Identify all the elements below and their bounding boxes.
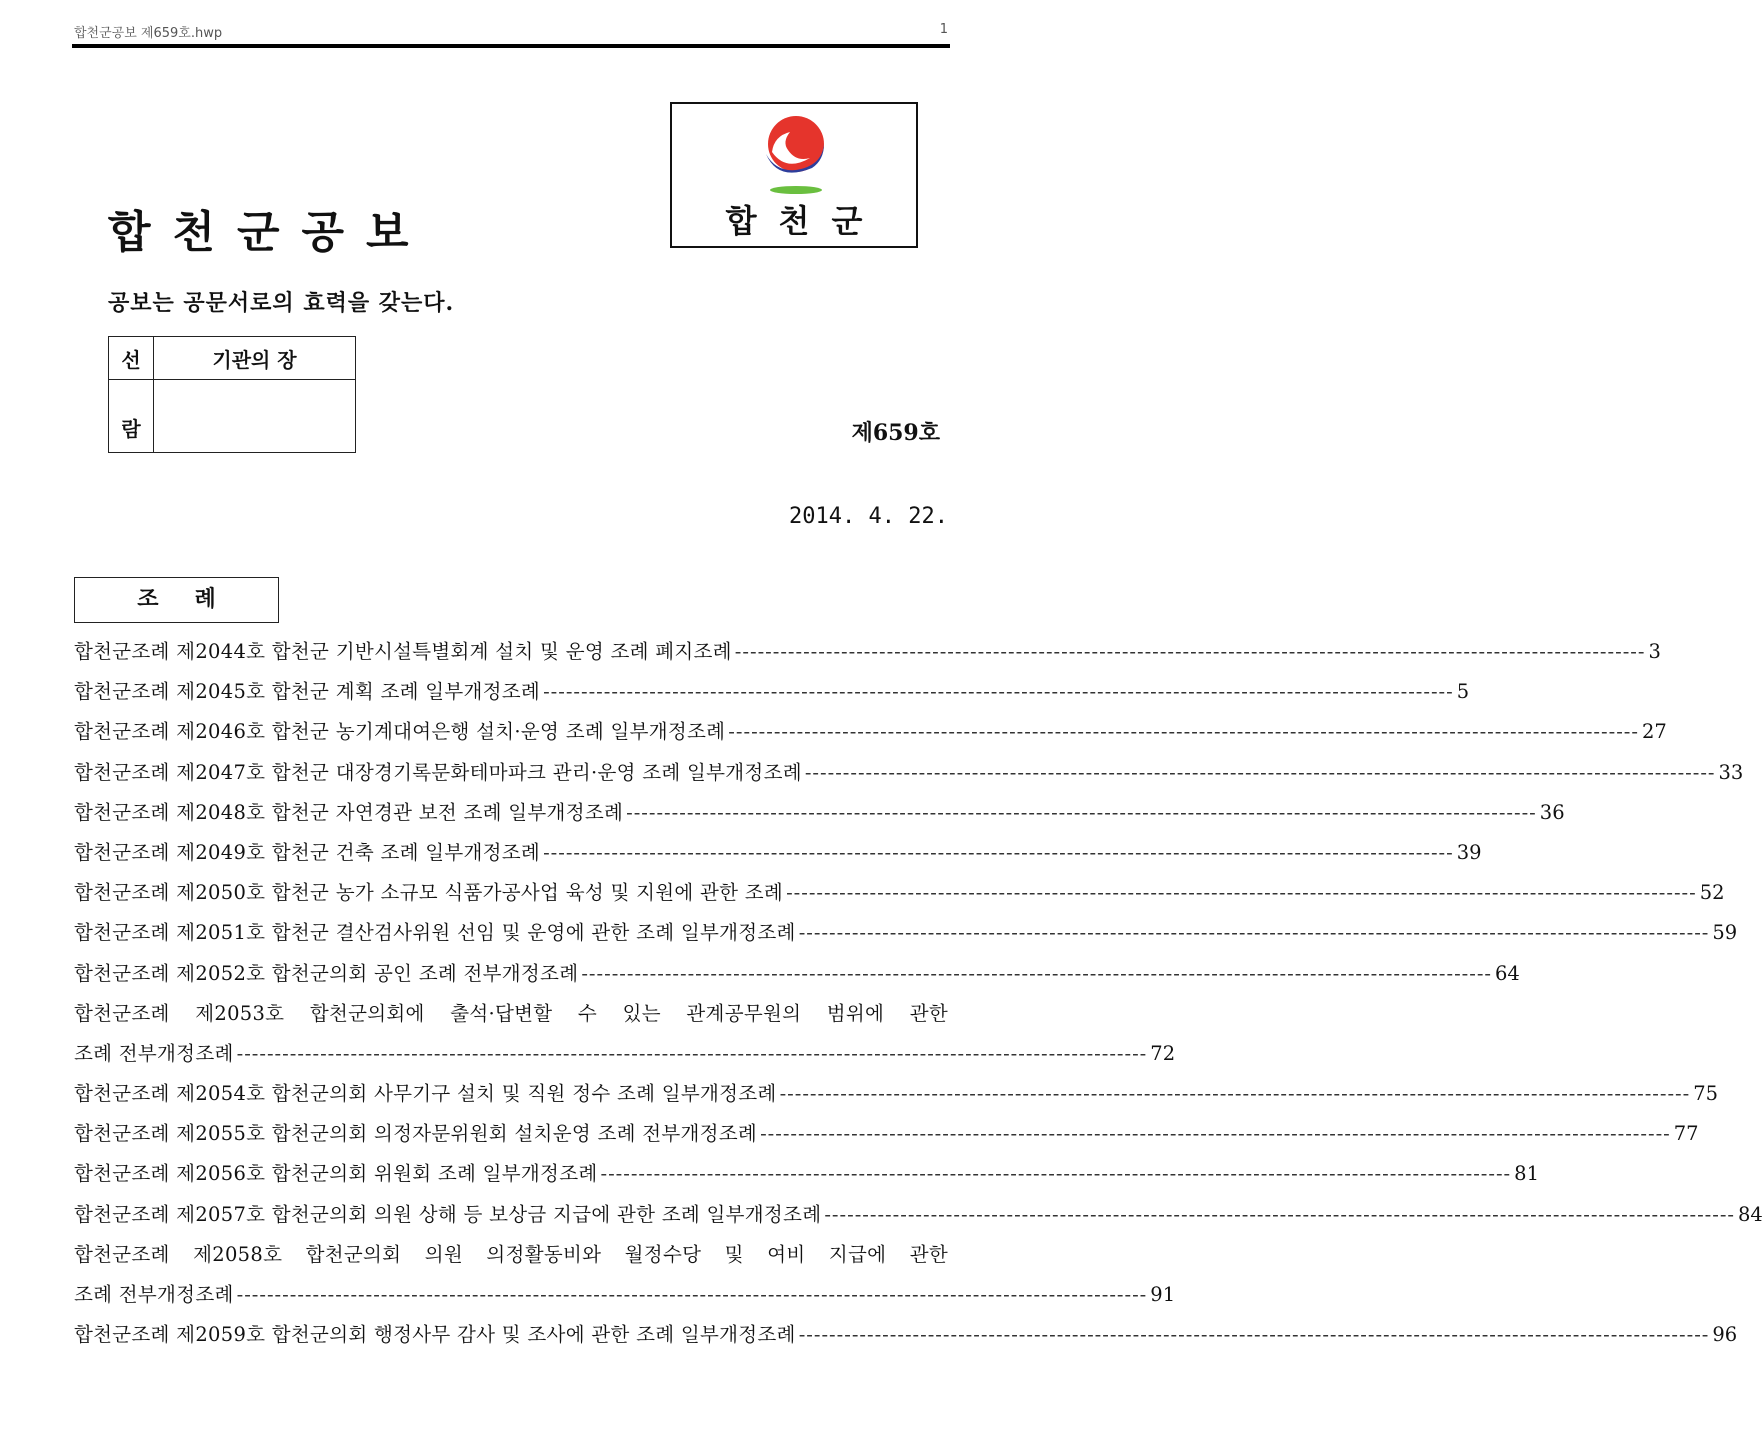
bulletin-subtitle: 공보는 공문서로의 효력을 갖는다.	[108, 290, 455, 316]
toc-entry-page: 96	[1712, 1323, 1738, 1347]
toc-entry	[74, 1279, 1176, 1319]
toc-entry	[74, 1078, 1719, 1118]
toc-leader-dashes: ------------------------------------------------------------------------------------------------------------------------	[786, 881, 1697, 905]
toc-entry	[74, 1118, 1699, 1158]
toc-entry-title: 합천군조례 제2054호 합천군의회 사무기구 설치 및 직원 정수 조례 일부개정조례	[74, 1082, 777, 1106]
toc-leader-dashes: ------------------------------------------------------------------------------------------------------------------------	[543, 680, 1454, 704]
toc-entry	[74, 1158, 1539, 1198]
toc-entry-page: 39	[1456, 840, 1482, 864]
toc-entry	[74, 757, 1744, 797]
toc-leader-dashes: ------------------------------------------------------------------------------------------------------------------------	[798, 1323, 1710, 1347]
approval-side-top: 선	[109, 337, 154, 380]
toc-entry	[74, 877, 1725, 917]
toc-entry-title: 합천군조례 제2051호 합천군 결산검사위원 선임 및 운영에 관한 조례 일부개정조례	[74, 921, 796, 945]
toc-entry-title: 조례 전부개정조례	[74, 1283, 234, 1306]
toc-entry-title: 합천군조례 제2052호 합천군의회 공인 조례 전부개정조례	[74, 961, 579, 985]
header-filename: 합천군공보 제659호.hwp	[74, 26, 223, 41]
table-of-contents	[74, 636, 1763, 1359]
toc-entry-title: 합천군조례 제2055호 합천군의회 의정자문위원회 설치운영 조례 전부개정조례	[74, 1122, 758, 1146]
toc-entry	[74, 676, 1470, 716]
toc-entry-title: 합천군조례 제2045호 합천군 계획 조례 일부개정조례	[74, 680, 541, 704]
toc-leader-dashes: ------------------------------------------------------------------------------------------------------------------------	[804, 760, 1716, 784]
header-page-number: 1	[939, 22, 948, 37]
toc-entry-page: 36	[1539, 800, 1565, 824]
toc-entry-page: 72	[1150, 1041, 1176, 1065]
toc-entry	[74, 1199, 1763, 1239]
toc-entry-title: 합천군조례 제2044호 합천군 기반시설특별회계 설치 및 운영 조례 폐지조례	[74, 640, 732, 663]
toc-entry-title: 합천군조례 제2057호 합천군의회 의원 상해 등 보상금 지급에 관한 조례 일부개정조례	[74, 1202, 822, 1226]
toc-entry-title: 합천군조례 제2059호 합천군의회 행정사무 감사 및 조사에 관한 조례 일부개정조례	[74, 1323, 796, 1347]
toc-entry-page: 77	[1673, 1122, 1699, 1146]
toc-entry-page: 3	[1648, 640, 1661, 663]
toc-entry	[74, 958, 1520, 998]
county-emblem-icon	[760, 114, 832, 198]
toc-entry	[74, 1239, 948, 1279]
toc-entry-page: 81	[1514, 1162, 1539, 1186]
toc-entry-page: 75	[1693, 1082, 1719, 1106]
toc-entry-page: 84	[1738, 1202, 1763, 1226]
toc-leader-dashes: ------------------------------------------------------------------------------------------------------------------------	[798, 921, 1710, 945]
toc-leader-dashes: ------------------------------------------------------------------------------------------------------------------------	[236, 1041, 1148, 1065]
approval-table	[108, 336, 356, 453]
toc-entry	[74, 917, 1738, 957]
logo-text: 합천군	[725, 202, 885, 240]
toc-entry	[74, 837, 1482, 877]
issue-date: 2014. 4. 22.	[789, 504, 948, 529]
toc-leader-dashes: ------------------------------------------------------------------------------------------------------------------------	[779, 1082, 1691, 1106]
toc-entry-page: 59	[1712, 921, 1738, 945]
section-title: 조례	[74, 577, 279, 623]
toc-leader-dashes: ------------------------------------------------------------------------------------------------------------------------	[600, 1162, 1512, 1186]
toc-leader-dashes: ------------------------------------------------------------------------------------------------------------------------	[734, 640, 1646, 663]
header-rule	[72, 44, 950, 48]
toc-leader-dashes: ------------------------------------------------------------------------------------------------------------------------	[626, 800, 1537, 824]
toc-leader-dashes: ------------------------------------------------------------------------------------------------------------------------	[581, 961, 1493, 985]
toc-entry-title: 합천군조례 제2056호 합천군의회 위원회 조례 일부개정조례	[74, 1162, 598, 1186]
approval-side-bottom: 람	[109, 380, 154, 453]
toc-entry-page: 64	[1495, 961, 1520, 985]
toc-entry	[74, 1038, 1176, 1078]
toc-entry	[74, 716, 1667, 756]
toc-entry-title: 조례 전부개정조례	[74, 1041, 234, 1065]
toc-entry	[74, 998, 948, 1038]
toc-entry-title: 합천군조례 제2047호 합천군 대장경기록문화테마파크 관리·운영 조례 일부개정조례	[74, 760, 802, 784]
toc-entry	[74, 636, 1661, 676]
toc-leader-dashes: ------------------------------------------------------------------------------------------------------------------------	[728, 720, 1639, 744]
toc-entry-title: 합천군조례 제2058호 합천군의회 의원 의정활동비와 월정수당 및 여비 지급에 관한	[74, 1242, 948, 1266]
toc-entry-title: 합천군조례 제2046호 합천군 농기계대여은행 설치·운영 조례 일부개정조례	[74, 720, 726, 744]
toc-entry-title: 합천군조례 제2050호 합천군 농가 소규모 식품가공사업 육성 및 지원에 관한 조례	[74, 881, 784, 905]
county-logo-box	[670, 102, 918, 248]
toc-entry-page: 27	[1641, 720, 1667, 744]
toc-entry	[74, 797, 1565, 837]
toc-entry-title: 합천군조례 제2048호 합천군 자연경관 보전 조례 일부개정조례	[74, 800, 624, 824]
toc-entry-page: 52	[1699, 881, 1725, 905]
toc-entry-page: 91	[1150, 1283, 1176, 1306]
approval-signature-cell	[154, 380, 356, 453]
toc-leader-dashes: ------------------------------------------------------------------------------------------------------------------------	[543, 840, 1454, 864]
toc-leader-dashes: ------------------------------------------------------------------------------------------------------------------------	[236, 1283, 1148, 1306]
approval-head: 기관의 장	[154, 337, 356, 380]
toc-entry-title: 합천군조례 제2049호 합천군 건축 조례 일부개정조례	[74, 840, 541, 864]
toc-entry-page: 5	[1456, 680, 1470, 704]
issue-number: 제659호	[851, 420, 940, 446]
toc-entry-page: 33	[1718, 760, 1744, 784]
bulletin-title: 합천군공보	[108, 207, 431, 258]
toc-entry	[74, 1319, 1738, 1359]
toc-entry-title: 합천군조례 제2053호 합천군의회에 출석·답변할 수 있는 관계공무원의 범위에 관한	[74, 1001, 948, 1025]
toc-leader-dashes: ------------------------------------------------------------------------------------------------------------------------	[760, 1122, 1671, 1146]
toc-leader-dashes: ------------------------------------------------------------------------------------------------------------------------	[824, 1202, 1736, 1226]
